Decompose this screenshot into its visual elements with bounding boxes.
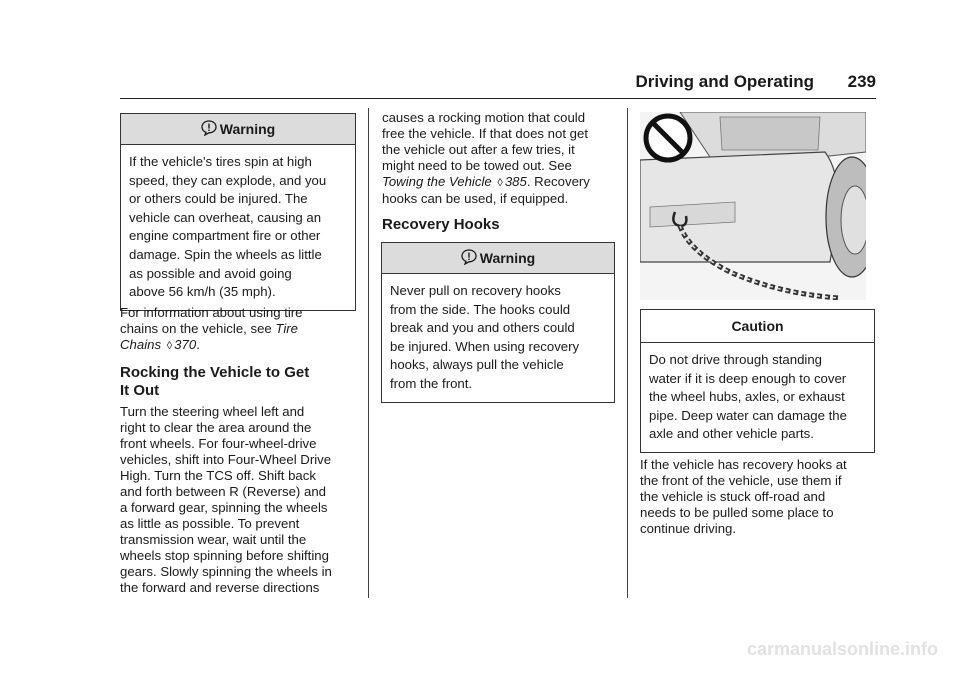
warning-line: as possible and avoid going [129,265,292,281]
rocking-paragraph [120,404,365,596]
warning-line: or others could be injured. The [129,191,308,207]
paragraph-line: might need to be towed out. See [382,158,572,173]
warning-line: break and you and others could [390,320,575,336]
caution-box [640,309,875,453]
paragraph-line: wheels stop spinning before shifting [120,548,329,563]
column-divider [627,108,628,598]
rocking-heading [120,364,360,400]
warning-box [120,113,356,311]
paragraph-line: the forward and reverse directions [120,580,320,595]
caution-line: water if it is deep enough to cover [649,370,847,386]
paragraph-line [382,174,622,191]
warning-line: damage. Spin the wheels as little [129,246,322,262]
reference-arrow-icon: ◊ [497,177,503,189]
watermark: carmanualsonline.info [746,639,938,659]
reference-arrow-icon: ◊ [166,340,173,352]
warning-body [121,145,355,310]
page-number: 239 [847,72,876,91]
caution-header: Caution [641,310,874,343]
warning-line: If the vehicle's tires spin at high [129,154,312,169]
caution-line: Do not drive through standing [649,352,823,367]
warning-line: Never pull on recovery hooks [390,283,561,298]
no-sign-icon [646,116,690,160]
paragraph-line: a forward gear, spinning the wheels [120,500,328,515]
paragraph-line: For information about using tire [120,305,303,320]
tire-chains-paragraph [120,305,360,354]
paragraph-line: hooks can be used, if equipped. [382,191,569,206]
warning-line: from the front. [390,375,473,391]
recovery-hooks-heading [382,216,622,234]
recovery-hook-illustration [640,112,866,300]
paragraph-line: and forth between R (Reverse) and [120,484,326,499]
paragraph-line: the vehicle is stuck off-road and [640,489,826,504]
warning-line: from the side. The hooks could [390,301,571,317]
paragraph-line: the front of the vehicle, use them if [640,473,842,488]
column-divider [368,108,369,598]
warning-title: Warning [479,250,536,266]
warning-line: above 56 km/h (35 mph). [129,284,276,300]
paragraph-text: chains on the vehicle, see [120,321,276,336]
paragraph-line: vehicles, shift into Four-Wheel Drive [120,452,332,467]
towing-link[interactable]: Towing the Vehicle [382,174,492,189]
recovery-hooks-paragraph [640,457,880,537]
rocking-continued-paragraph [382,110,622,207]
warning-line: vehicle can overheat, causing an [129,209,322,225]
paragraph-line: as little as possible. To prevent [120,516,300,531]
page-header [120,72,876,99]
paragraph-line: transmission wear, wait until the [120,532,307,547]
tire-chains-link[interactable]: Chains [120,337,162,352]
paragraph-line: right to clear the area around the [120,420,312,435]
paragraph-line: free the vehicle. If that does not get [382,126,589,141]
paragraph-text: . Recovery [526,174,590,189]
caution-line: the wheel hubs, axles, or exhaust [649,389,845,405]
page-reference[interactable]: 385 [504,174,527,189]
paragraph-line: front wheels. For four-wheel-drive [120,436,317,451]
paragraph-line: gears. Slowly spinning the wheels in [120,564,332,579]
paragraph-line: If the vehicle has recovery hooks at [640,457,847,472]
paragraph-line: continue driving. [640,521,737,536]
section-heading: It Out [120,382,160,399]
warning-speech-icon [461,249,477,265]
warning-header [121,114,355,145]
warning-box [381,242,615,403]
warning-title: Warning [219,121,276,137]
warning-line: hooks, always pull the vehicle [390,357,564,373]
paragraph-text: . [196,337,200,352]
warning-body [382,274,614,402]
paragraph-line: High. Turn the TCS off. Shift back [120,468,316,483]
section-heading: Rocking the Vehicle to Get [120,364,310,381]
warning-header [382,243,614,274]
warning-line: engine compartment fire or other [129,228,321,244]
tire-chains-link[interactable]: Tire [275,321,299,336]
paragraph-line [120,321,360,337]
caution-line: pipe. Deep water can damage the [649,407,847,423]
paragraph-line: the vehicle out after a few tries, it [382,142,575,157]
caution-body [641,343,874,452]
warning-speech-icon [201,120,217,136]
warning-line: be injured. When using recovery [390,338,580,354]
paragraph-line: Turn the steering wheel left and [120,404,305,419]
warning-line: speed, they can explode, and you [129,172,327,188]
page-reference[interactable]: 370 [174,337,197,352]
paragraph-line: needs to be pulled some place to [640,505,834,520]
section-heading: Recovery Hooks [382,216,500,233]
section-title: Driving and Operating [635,72,814,91]
paragraph-line: causes a rocking motion that could [382,110,586,125]
caution-line: axle and other vehicle parts. [649,426,814,442]
paragraph-line [120,337,360,354]
